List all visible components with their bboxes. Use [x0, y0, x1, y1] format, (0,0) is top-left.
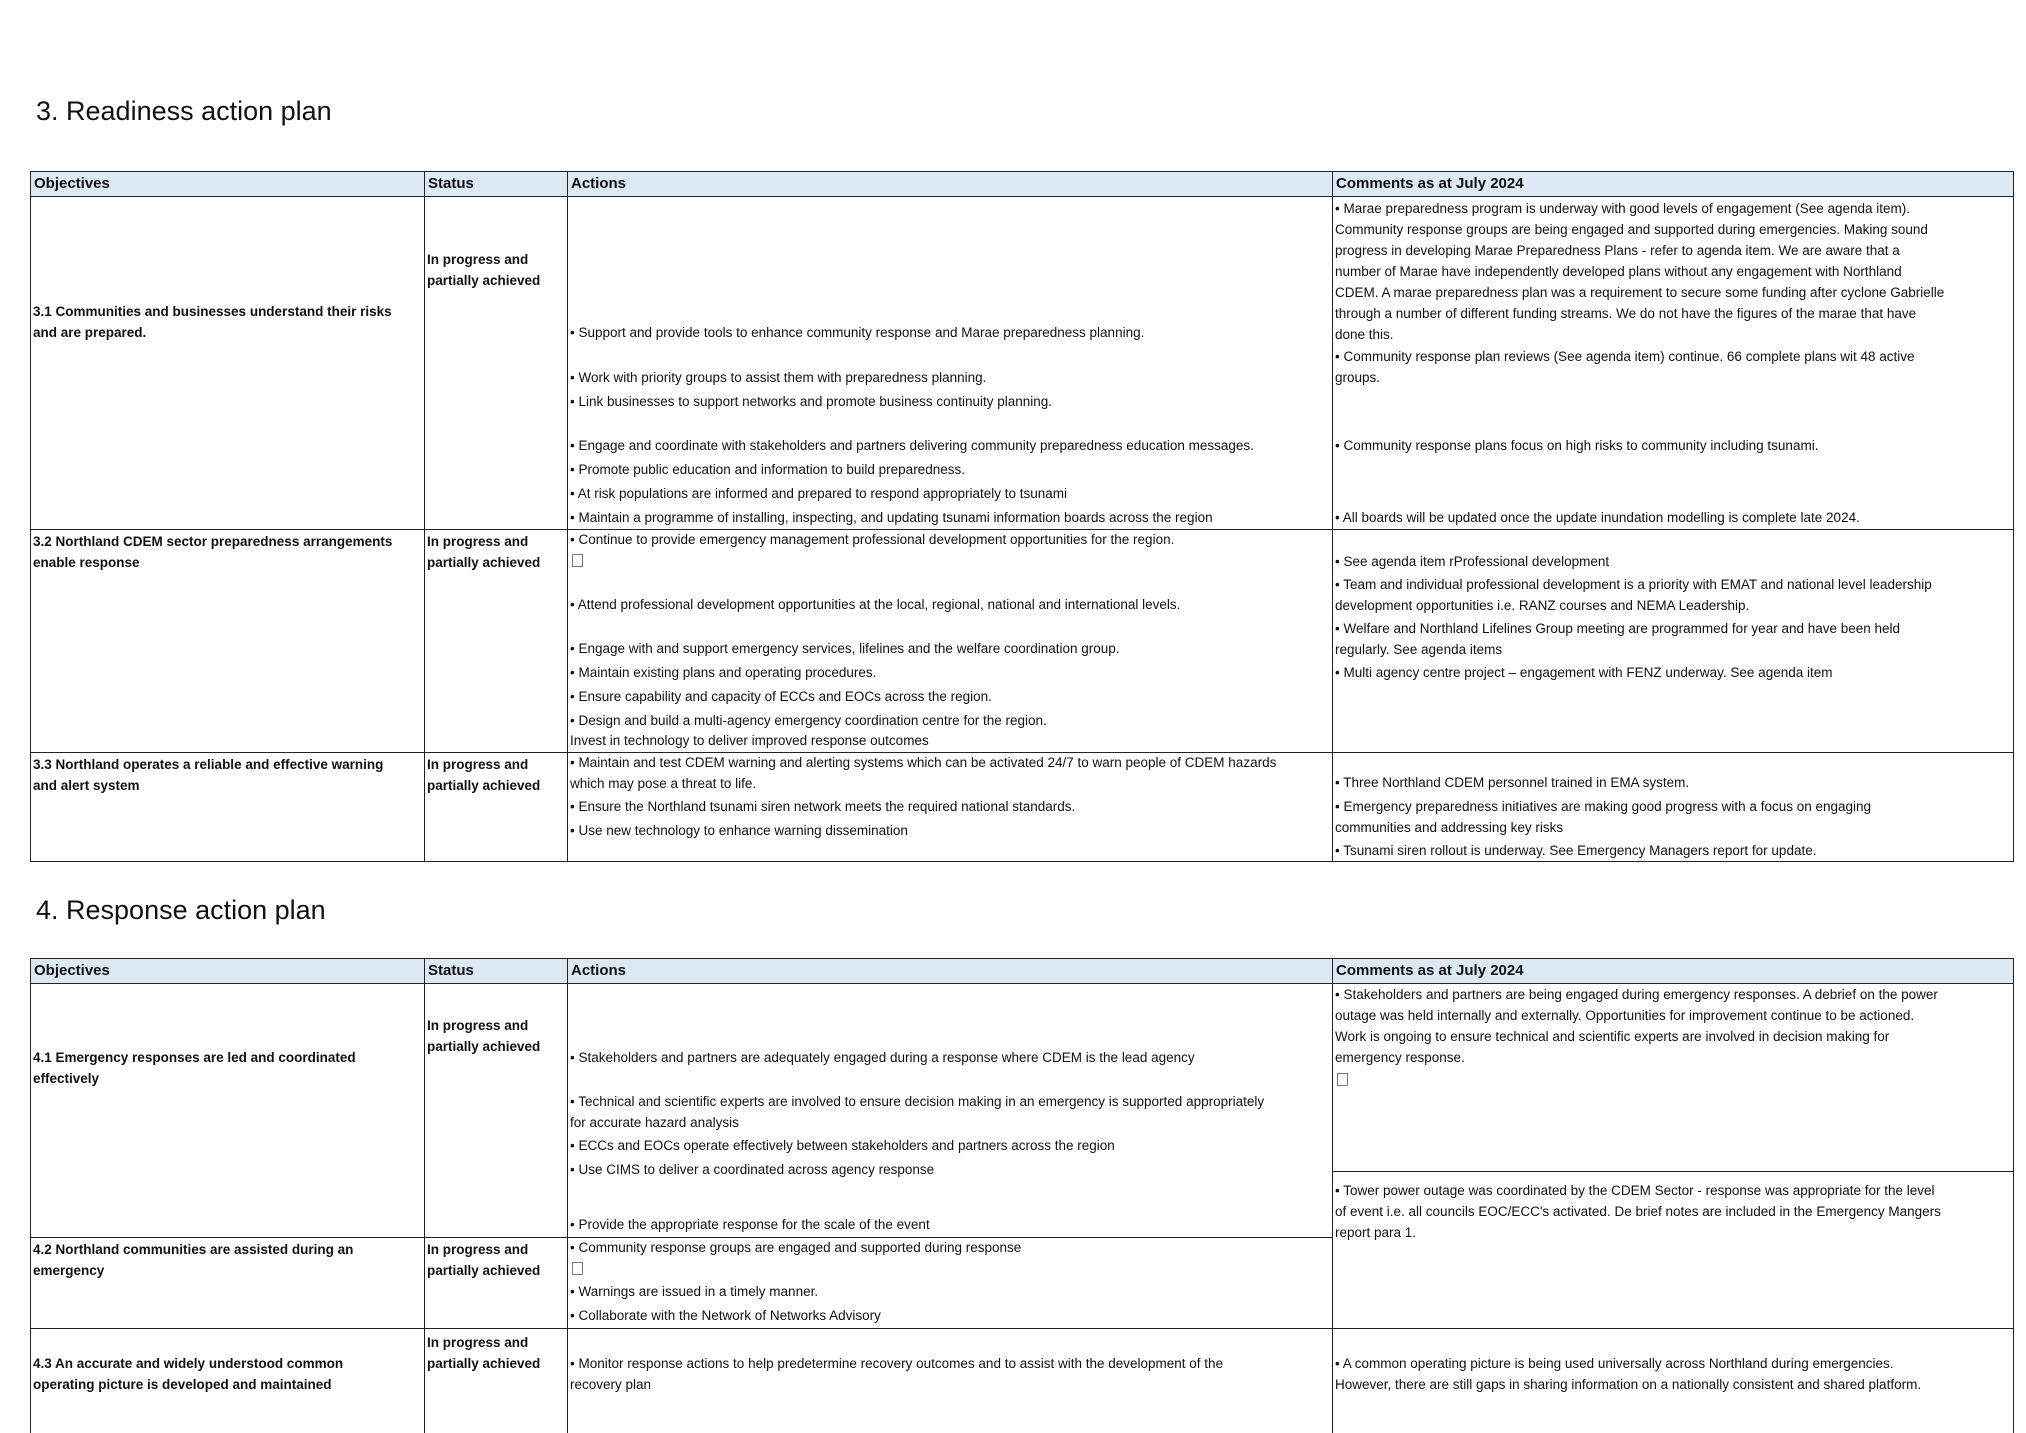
action-item: • At risk populations are informed and prepared to respond appropriately to tsunami	[570, 486, 1068, 501]
row-divider	[31, 1328, 2013, 1329]
response-table	[30, 958, 2014, 1433]
placeholder-glyph-icon	[1337, 1073, 1348, 1086]
action-item: • Work with priority groups to assist them with preparedness planning.	[570, 370, 987, 385]
action-item: • Maintain a programme of installing, inspecting, and updating tsunami information boards across the region	[570, 510, 1213, 525]
action-item: • Promote public education and information to build preparedness.	[570, 462, 965, 477]
table-header	[31, 172, 2013, 197]
status-cell: In progress and partially achieved	[427, 1335, 541, 1371]
column-divider	[424, 172, 425, 861]
comment-item: • A common operating picture is being used universally across Northland during emergencies. However, there are still gaps in sharing information on a nationally consistent and shared platform.	[1335, 1356, 1922, 1392]
objective-cell: 4.3 An accurate and widely understood common operating picture is developed and maintained	[33, 1356, 344, 1392]
action-item: • Continue to provide emergency management professional development opportunities for the region.	[570, 532, 1175, 547]
comment-item: • Community response plan reviews (See agenda item) continue. 66 complete plans wit 48 active groups.	[1335, 349, 1915, 385]
comment-item: • Stakeholders and partners are being engaged during emergency responses. A debrief on the power outage was held internally and externally. Opportunities for improvement continue to be actioned. Work is ongoing to ensure technical and scientific experts are involved in decision making for emergency response.	[1335, 987, 1938, 1065]
header-objectives: Objectives	[34, 962, 110, 979]
action-item: • Stakeholders and partners are adequately engaged during a response where CDEM is the lead agency	[570, 1050, 1195, 1065]
action-item: • Collaborate with the Network of Networks Advisory	[570, 1308, 881, 1323]
readiness-table	[30, 171, 2014, 862]
action-item: • Use new technology to enhance warning dissemination	[570, 823, 908, 838]
comment-item: • Tower power outage was coordinated by the CDEM Sector - response was appropriate for the level of event i.e. all councils EOC/ECC's activated. De brief notes are included in the Emergency Mangers report para 1.	[1335, 1183, 1941, 1240]
status-cell: In progress and partially achieved	[427, 757, 541, 793]
action-item: • Warnings are issued in a timely manner.	[570, 1284, 819, 1299]
header-actions: Actions	[571, 962, 627, 979]
action-item: Invest in technology to deliver improved response outcomes	[570, 733, 929, 748]
action-item: • Technical and scientific experts are involved to ensure decision making in an emergency is supported appropriately for accurate hazard analysis	[570, 1094, 1265, 1130]
header-objectives: Objectives	[34, 175, 110, 192]
action-item: • Attend professional development opportunities at the local, regional, national and international levels.	[570, 597, 1181, 612]
status-cell: In progress and partially achieved	[427, 534, 541, 570]
action-item: • Ensure capability and capacity of ECCs and EOCs across the region.	[570, 689, 992, 704]
header-comments: Comments as at July 2024	[1336, 175, 1524, 192]
action-item: • Engage and coordinate with stakeholders and partners delivering community preparedness education messages.	[570, 438, 1254, 453]
comment-item: • Welfare and Northland Lifelines Group meeting are programmed for year and have been held regularly. See agenda items	[1335, 621, 1901, 657]
comment-item: • See agenda item rProfessional development	[1335, 554, 1610, 569]
action-item: • Support and provide tools to enhance community response and Marae preparedness planning.	[570, 325, 1145, 340]
header-actions: Actions	[571, 175, 627, 192]
comment-item: • All boards will be updated once the update inundation modelling is complete late 2024.	[1335, 510, 1860, 525]
action-item: • Link businesses to support networks and promote business continuity planning.	[570, 394, 1053, 409]
status-cell: In progress and partially achieved	[427, 252, 541, 288]
comment-item: • Team and individual professional development is a priority with EMAT and national level leadership development opportunities i.e. RANZ courses and NEMA Leadership.	[1335, 577, 1932, 613]
comment-item: • Three Northland CDEM personnel trained in EMA system.	[1335, 775, 1690, 790]
status-cell: In progress and partially achieved	[427, 1018, 541, 1054]
action-item: • ECCs and EOCs operate effectively between stakeholders and partners across the region	[570, 1138, 1115, 1153]
column-divider	[567, 172, 568, 861]
action-item: • Ensure the Northland tsunami siren network meets the required national standards.	[570, 799, 1076, 814]
action-item: • Engage with and support emergency services, lifelines and the welfare coordination group.	[570, 641, 1120, 656]
placeholder-glyph-icon	[572, 1262, 583, 1275]
objective-cell: 4.2 Northland communities are assisted during an emergency	[33, 1242, 354, 1278]
objective-cell: 3.3 Northland operates a reliable and effective warning and alert system	[33, 757, 384, 793]
action-item: • Use CIMS to deliver a coordinated across agency response	[570, 1162, 935, 1177]
comment-item: • Community response plans focus on high risks to community including tsunami.	[1335, 438, 1819, 453]
section-3-title: 3. Readiness action plan	[36, 96, 332, 126]
placeholder-glyph-icon	[572, 554, 583, 567]
comment-item: • Emergency preparedness initiatives are making good progress with a focus on engaging communities and addressing key risks	[1335, 799, 1872, 835]
action-item: • Design and build a multi-agency emergency coordination centre for the region.	[570, 713, 1047, 728]
status-cell: In progress and partially achieved	[427, 1242, 541, 1278]
action-item: • Provide the appropriate response for the scale of the event	[570, 1217, 930, 1232]
action-item: • Maintain existing plans and operating procedures.	[570, 665, 877, 680]
action-item: • Community response groups are engaged and supported during response	[570, 1240, 1022, 1255]
section-4-title: 4. Response action plan	[36, 895, 326, 925]
comment-item: • Multi agency centre project – engagement with FENZ underway. See agenda item	[1335, 665, 1833, 680]
header-status: Status	[428, 175, 474, 192]
header-comments: Comments as at July 2024	[1336, 962, 1524, 979]
action-item: • Maintain and test CDEM warning and alerting systems which can be activated 24/7 to warn people of CDEM hazards which may pose a threat to life.	[570, 755, 1277, 791]
header-status: Status	[428, 962, 474, 979]
comment-divider	[1332, 1171, 2013, 1172]
objective-cell: 4.1 Emergency responses are led and coordinated effectively	[33, 1050, 356, 1086]
column-divider	[1332, 172, 1333, 861]
action-item: • Monitor response actions to help predetermine recovery outcomes and to assist with the development of the recovery plan	[570, 1356, 1224, 1392]
comment-item: • Tsunami siren rollout is underway. See Emergency Managers report for update.	[1335, 843, 1817, 858]
objective-cell: 3.2 Northland CDEM sector preparedness arrangements enable response	[33, 534, 393, 570]
column-divider	[424, 959, 425, 1433]
table-header	[31, 959, 2013, 984]
column-divider	[567, 959, 568, 1433]
column-divider	[1332, 959, 1333, 1433]
comment-item: • Marae preparedness program is underway with good levels of engagement (See agenda item). Community response groups are being engaged and supported during emergencies. Making sound progress in developing Marae Preparedness Plans - refer to agenda item. We are aware that a number of Marae have independently developed plans without any engagement with Northland CDEM. A marae preparedness plan was a requirement to secure some funding after cyclone Gabrielle through a number of different funding streams. We do not have the figures of the marae that have done this.	[1335, 201, 1945, 342]
objective-cell: 3.1 Communities and businesses understand their risks and are prepared.	[33, 304, 392, 340]
